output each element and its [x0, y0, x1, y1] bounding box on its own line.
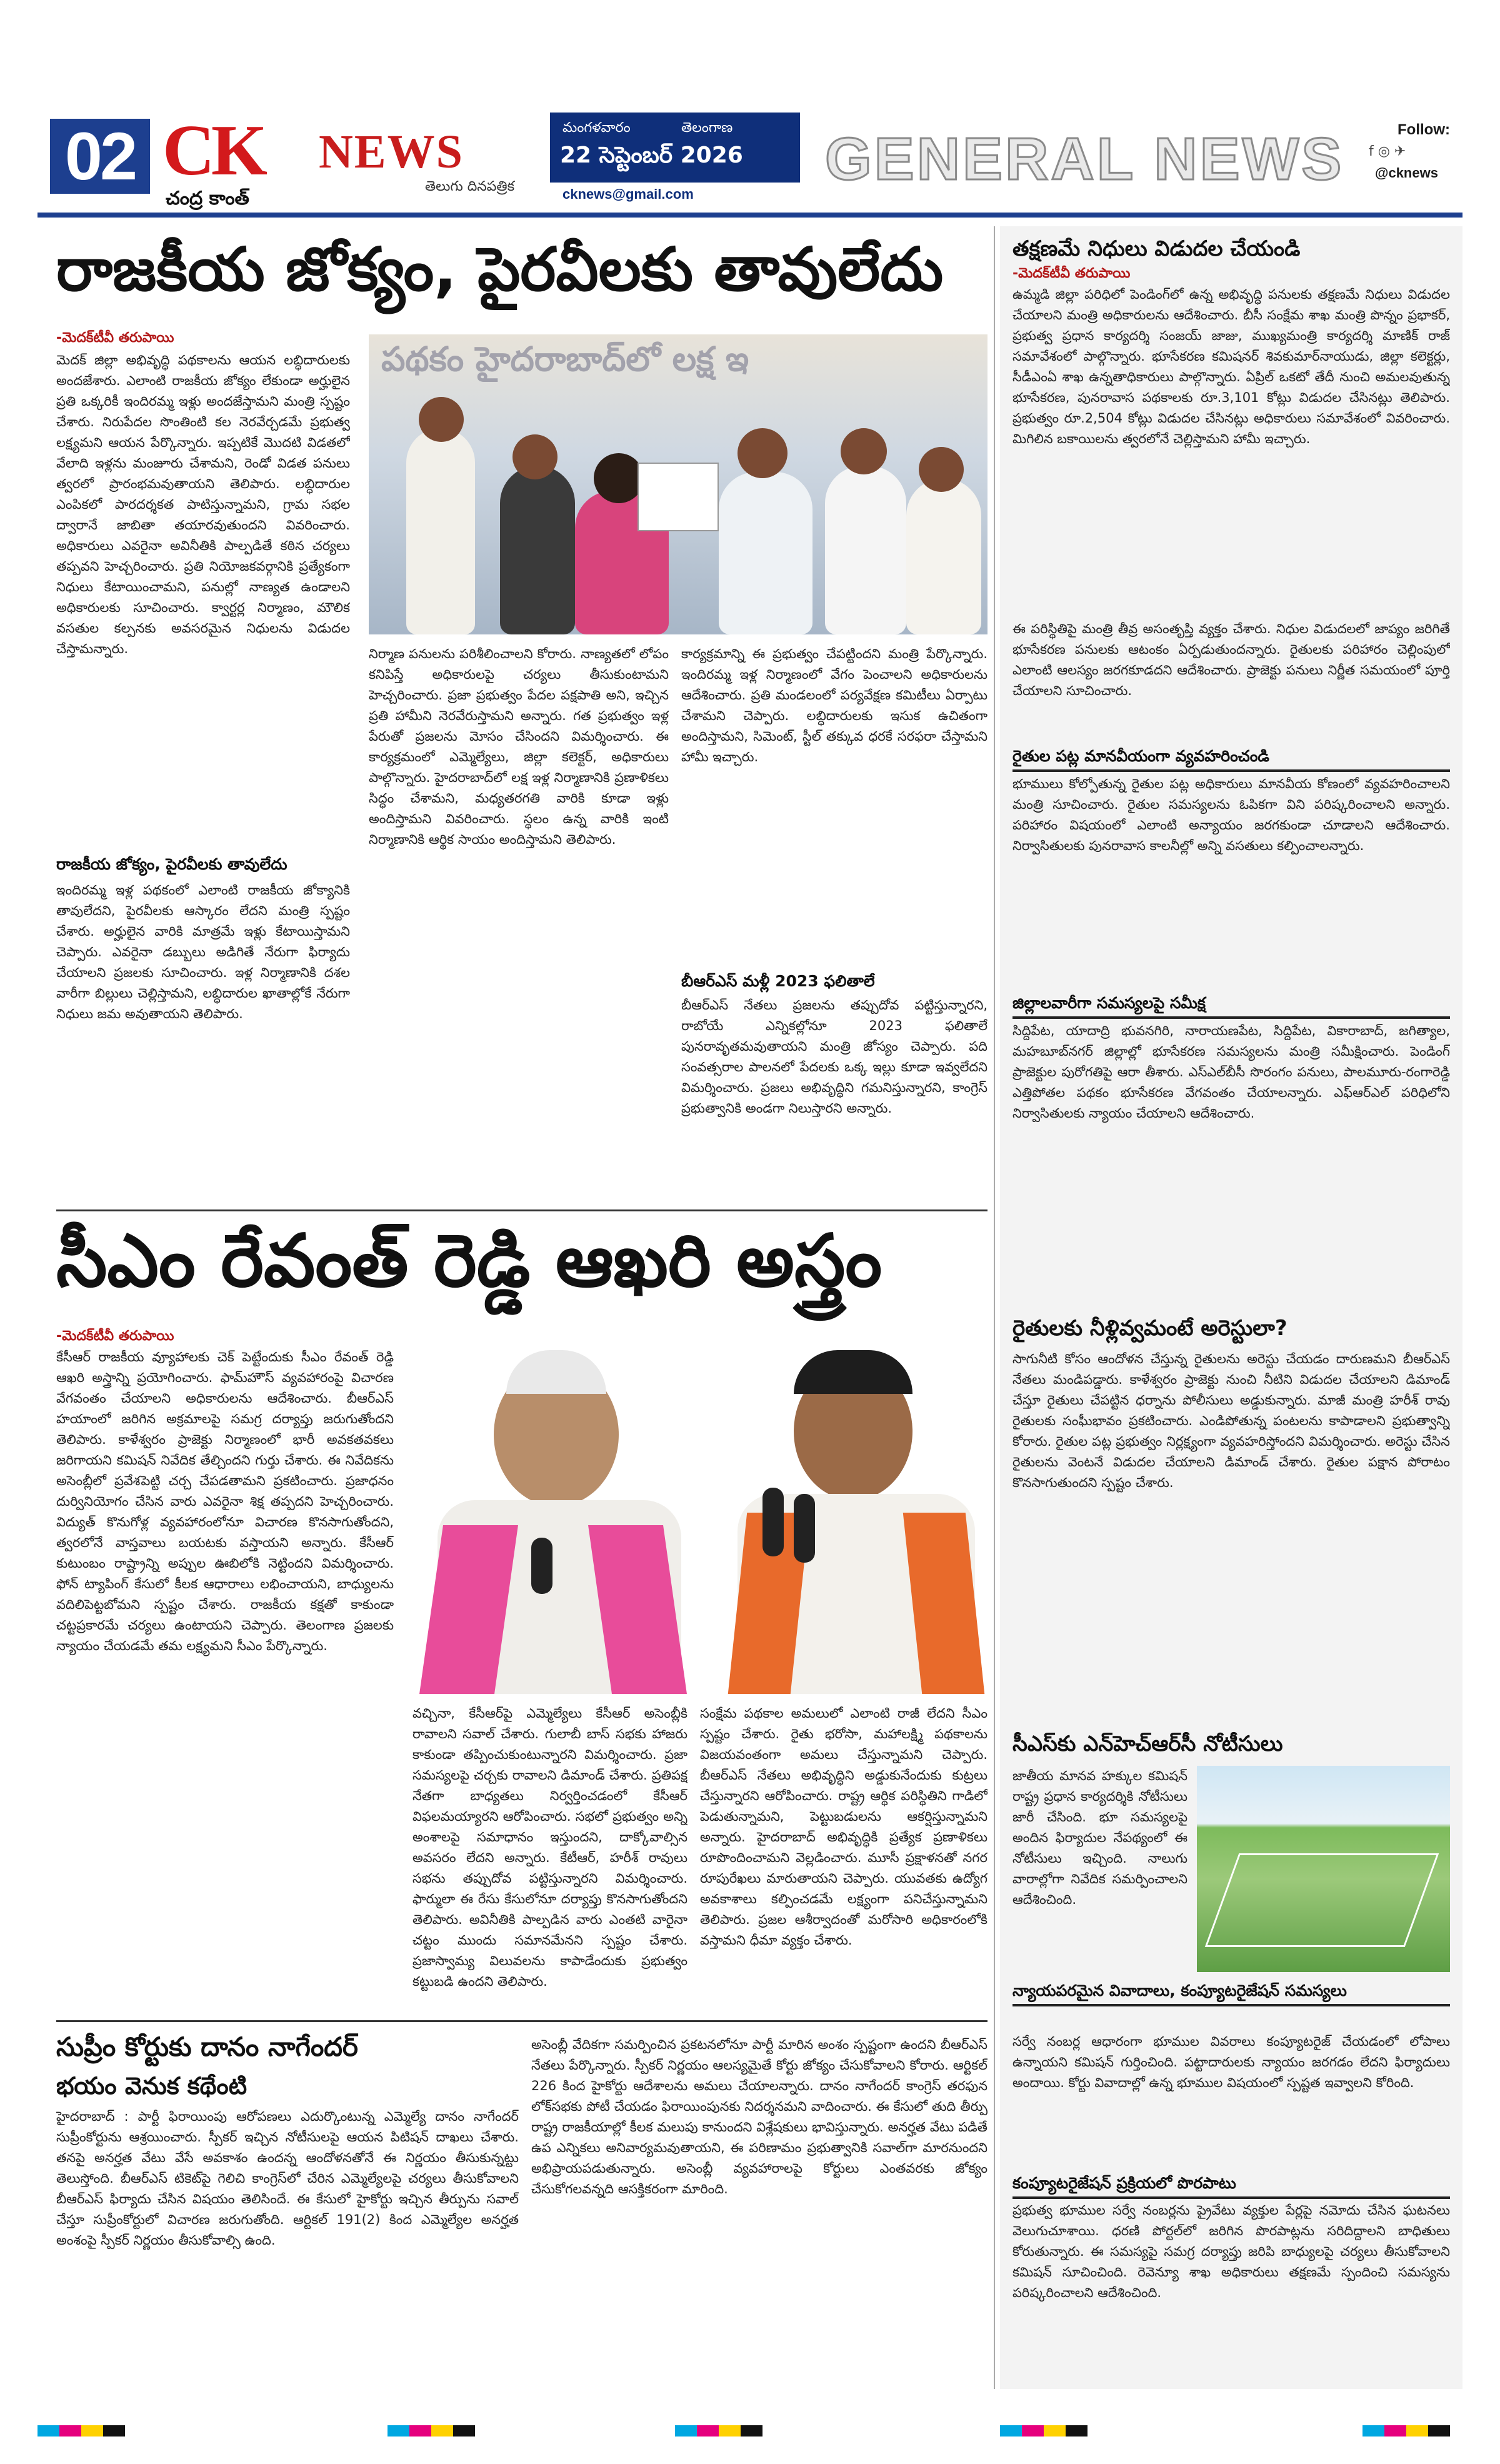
- registration-mark: [388, 2425, 475, 2436]
- social-handle[interactable]: @cknews: [1375, 165, 1438, 181]
- email-link[interactable]: cknews@gmail.com: [550, 183, 800, 206]
- plot-outline: [1205, 1853, 1439, 1947]
- microphone-icon: [762, 1488, 784, 1556]
- location: తెలంగాణ: [681, 120, 733, 136]
- story1-col3b: బీఆర్‌ఎస్ నేతలు ప్రజలను తప్పుదోవ పట్టిస్తున్నారని, రాబోయే ఎన్నికల్లోనూ 2023 ఫలితాలే పునరావృతమవుతాయని మంత్రి జోస్యం చెప్పారు. పది సంవత్సరాల పాలనలో పేదలకు ఒక్క ఇల్లు కూడా ఇవ్వలేదని విమర్శించారు. ప్రజలు అభివృద్ధిని గమనిస్తున్నారని, కాంగ్రెస్ ప్రభుత్వానికి అండగా నిలుస్తారని అన్నారు.: [681, 998, 988, 1116]
- right-story1-body: ఉమ్మడి జిల్లా పరిధిలో పెండింగ్‌లో ఉన్న అభివృద్ధి పనులకు తక్షణమే నిధులు విడుదల చేయాలని మంత్రి అధికారులను ఆదేశించారు. బీసీ సంక్షేమ శాఖ మంత్రి పొన్నం ప్రభాకర్, ప్రభుత్వ ప్రధాన కార్యదర్శి సంజయ్ జాజు, ముఖ్యమంత్రి కార్యదర్శి మాణిక్ రాజ్ సమావేశంలో పాల్గొన్నారు. భూసేకరణ కమిషనర్ శివకుమార్‌నాయుడు, జిల్లా కలెక్టర్లు, సీడీఎంఏ శాఖ ఉన్నతాధికారులు పాల్గొన్నారు. ఏప్రిల్ ఒకటో తేదీ నుంచి అమలవుతున్న భూసేకరణ, పునరావాస పథకాలకు రూ.3,101 కోట్లు విడుదల చేసినట్లు తెలిపారు. ప్రభుత్వం రూ.2,504 కోట్లు విడుదల చేసినట్లు అధికారులు సమావేశంలో వివరించారు. మిగిలిన బకాయిలను త్వరలోనే చెల్లిస్తామని హామీ ఇచ్చారు.: [1012, 287, 1450, 446]
- follow-label: Follow:: [1398, 121, 1450, 138]
- story-divider: [56, 1209, 988, 1211]
- right-story1-body2: ఈ పరిస్థితిపై మంత్రి తీవ్ర అసంతృప్తి వ్యక్తం చేశారు. నిధుల విడుదలలో జాప్యం జరిగితే భూసేకరణ పనులకు ఆటంకం ఏర్పడుతుందన్నారు. రైతులకు పరిహారం చెల్లింపులో ఎలాంటి ఆలస్యం జరగకూడదని ఆదేశించారు. ప్రాజెక్టు పనులు నిర్ణీత సమయంలో పూర్తి చేయాలని సూచించారు.: [1012, 621, 1450, 698]
- story1-col1b: ఇందిరమ్మ ఇళ్ల పథకంలో ఎలాంటి రాజకీయ జోక్యానికి తావులేదని, పైరవీలకు ఆస్కారం లేదని మంత్రి స్పష్టం చేశారు. అర్హులైన వారికి మాత్రమే ఇళ్లు కేటాయిస్తామని చెప్పారు. ఎవరైనా డబ్బులు అడిగితే నేరుగా ఫిర్యాదు చేయాలని ప్రజలకు సూచించారు. ఇళ్ల నిర్మాణానికి దశల వారీగా బిల్లులు చెల్లిస్తామని, లబ్ధిదారుల ఖాతాల్లోకే నేరుగా నిధులు జమ అవుతాయని తెలిపారు.: [56, 883, 350, 1021]
- story1-subhead2: బీఆర్‌ఎస్ మళ్లీ 2023 ఫలితాలే: [681, 972, 875, 990]
- story2-col3: సంక్షేమ పథకాల అమలులో ఎలాంటి రాజీ లేదని సీఎం స్పష్టం చేశారు. రైతు భరోసా, మహాలక్ష్మి పథకాలను విజయవంతంగా అమలు చేస్తున్నామని చెప్పారు. బీఆర్‌ఎస్ నేతలు అభివృద్ధిని అడ్డుకునేందుకు కుట్రలు చేస్తున్నారని ఆరోపించారు. రాష్ట్ర ఆర్థిక పరిస్థితిని గాడిలో పెడుతున్నామని, పెట్టుబడులను ఆకర్షిస్తున్నామని అన్నారు. హైదరాబాద్ అభివృద్ధికి ప్రత్యేక ప్రణాళికలు రూపొందించామని వెల్లడించారు. మూసీ ప్రక్షాళనతో నగర రూపురేఖలు మారుతాయని చెప్పారు. యువతకు ఉద్యోగ అవకాశాలు కల్పించడమే లక్ష్యంగా పనిచేస్తున్నామని తెలిపారు. ప్రజల ఆశీర్వాదంతో మరోసారి అధికారంలోకి వస్తామని ధీమా వ్యక్తం చేశారు.: [700, 1706, 988, 1948]
- story1-photo: [369, 334, 988, 634]
- tagline: తెలుగు దినపత్రిక: [425, 179, 515, 194]
- right-subhead3: న్యాయపరమైన వివాదాలు, కంప్యూటరైజేషన్ సమస్యలు: [1012, 1981, 1450, 2006]
- story3-col1: హైదరాబాద్ : పార్టీ ఫిరాయింపు ఆరోపణలు ఎదుర్కొంటున్న ఎమ్మెల్యే దానం నాగేందర్ సుప్రీంకోర్టును ఆశ్రయించారు. స్పీకర్ ఇచ్చిన నోటీసులపై ఆయన పిటిషన్ దాఖలు చేశారు. తనపై అనర్హత వేటు వేసే అవకాశం ఉందన్న ఆందోళనతోనే ఈ నిర్ణయం తీసుకున్నట్టు తెలుస్తోంది. బీఆర్‌ఎస్ టికెట్‌పై గెలిచి కాంగ్రెస్‌లో చేరిన ఎమ్మెల్యేలపై చర్యలు తీసుకోవాలని బీఆర్‌ఎస్ ఫిర్యాదు చేసిన విషయం తెలిసిందే. ఈ కేసులో హైకోర్టు ఇచ్చిన తీర్పును సవాల్ చేస్తూ సుప్రీంకోర్టులో విచారణ జరుగుతోంది. ఆర్టికల్ 191(2) కింద ఎమ్మెల్యేల అనర్హత అంశంపై స్పీకర్ నిర్ణయం తీసుకోవాల్సి ఉంది.: [56, 2109, 519, 2248]
- right-sub4-body: ప్రభుత్వ భూముల సర్వే నంబర్లను ప్రైవేటు వ్యక్తుల పేర్లపై నమోదు చేసిన ఘటనలు వెలుగుచూశాయి. ధరణి పోర్టల్‌లో జరిగిన పొరపాట్లను సరిదిద్దాలని బాధితులు కోరుతున్నారు. ఈ సమస్యపై సమగ్ర దర్యాప్తు జరిపి బాధ్యులపై చర్యలు తీసుకోవాలని కమిషన్ సూచించింది. రెవెన్యూ శాఖ అధికారులు తక్షణమే స్పందించి సమస్యను పరిష్కరించాలని ఆదేశించింది.: [1012, 2203, 1450, 2300]
- story2-byline: -మెదక్‌టీవీ తరుపాయి: [56, 1328, 174, 1344]
- right-story3-body: జాతీయ మానవ హక్కుల కమిషన్ రాష్ట్ర ప్రధాన కార్యదర్శికి నోటీసులు జారీ చేసింది. భూ సమస్యలపై అందిన ఫిర్యాదుల నేపథ్యంలో ఈ నోటీసులు ఇచ్చింది. నాలుగు వారాల్లోగా నివేదిక సమర్పించాలని ఆదేశించింది.: [1012, 1768, 1188, 1907]
- person-head: [594, 453, 644, 503]
- certificate: [638, 463, 719, 531]
- right-story3-headline: సీఎస్‌కు ఎన్‌హెచ్‌ఆర్‌సీ నోటీసులు: [1012, 1731, 1283, 1756]
- right-story2-body: సాగునీటి కోసం ఆందోళన చేస్తున్న రైతులను అరెస్టు చేయడం దారుణమని బీఆర్‌ఎస్ నేతలు మండిపడ్డారు. కాళేశ్వరం ప్రాజెక్టు నుంచి నీటిని విడుదల చేయాలని డిమాండ్ చేస్తూ రైతులు చేపట్టిన ధర్నాను పోలీసులు అడ్డుకున్నారు. మాజీ మంత్రి హరీశ్ రావు రైతులకు సంఘీభావం ప్రకటించారు. ఎండిపోతున్న పంటలను కాపాడాలని ప్రభుత్వాన్ని కోరారు. రైతుల పట్ల ప్రభుత్వం నిర్లక్ష్యంగా వ్యవహరిస్తోందని విమర్శించారు. అరెస్టు చేసిన రైతులను వెంటనే విడుదల చేయాలని డిమాండ్ చేశారు. రైతుల పక్షాన పోరాటం కొనసాగుతుందని స్పష్టం చేశారు.: [1012, 1351, 1450, 1490]
- story2-photo: [412, 1338, 988, 1694]
- registration-mark: [675, 2425, 762, 2436]
- logo-subtitle: చంద్ర కాంత్: [166, 188, 249, 209]
- registration-mark: [1000, 2425, 1088, 2436]
- right-subhead4: కంప్యూటరైజేషన్ ప్రక్రియలో పొరపాటు: [1012, 2174, 1450, 2199]
- person-head: [738, 428, 788, 478]
- logo-news: NEWS: [319, 126, 464, 178]
- right-sub3-body: సర్వే నంబర్ల ఆధారంగా భూముల వివరాలు కంప్యూటరైజ్ చేయడంలో లోపాలు ఉన్నాయని కమిషన్ గుర్తించింది. పట్టాదారులకు న్యాయం జరగడం లేదని ఫిర్యాదులు అందాయి. కోర్టు వివాదాల్లో ఉన్న భూముల విషయంలో స్పష్టత ఇవ్వాలని కోరింది.: [1012, 2034, 1450, 2090]
- person: [406, 428, 475, 634]
- weekday: మంగళవారం: [562, 120, 631, 136]
- story1-headline: రాజకీయ జోక్యం, పైరవీలకు తావులేదు: [56, 234, 944, 304]
- issue-date: 22 సెప్టెంబర్ 2026: [560, 143, 743, 168]
- story-divider: [56, 2020, 988, 2022]
- right-subhead1: రైతుల పట్ల మానవీయంగా వ్యవహరించండి: [1012, 747, 1450, 772]
- story3-headline: సుప్రీం కోర్టుకు దానం నాగేందర్: [56, 2031, 358, 2062]
- masthead-rule: [38, 213, 1462, 218]
- column-rule: [994, 226, 995, 2389]
- story3-col2: అసెంబ్లీ వేదికగా సమర్పించిన ప్రకటనలోనూ పార్టీ మారిన అంశం స్పష్టంగా ఉందని బీఆర్‌ఎస్ నేతలు పేర్కొన్నారు. స్పీకర్ నిర్ణయం ఆలస్యమైతే కోర్టు జోక్యం చేసుకోవాలని కోరారు. ఆర్టికల్ 226 కింద హైకోర్టు ఆదేశాలను అమలు చేయాలన్నారు. దానం నాగేందర్ కాంగ్రెస్ తరఫున లోక్‌సభకు పోటీ చేయడం ఫిరాయింపునకు నిదర్శనమని వాదించారు. ఈ కేసులో తుది తీర్పు రాష్ట్ర రాజకీయాల్లో కీలక మలుపు కానుందని విశ్లేషకులు భావిస్తున్నారు. అనర్హత వేటు పడితే ఉప ఎన్నికలు అనివార్యమవుతాయని, ఈ పరిణామం ప్రభుత్వానికి సవాల్‌గా మారనుందని అభిప్రాయపడుతున్నారు. అసెంబ్లీ వ్యవహారాలపై కోర్టులు ఎంతవరకు జోక్యం చేసుకోగలవన్నది ఆసక్తికరంగా మారింది.: [531, 2037, 988, 2196]
- story2-col1: కేసీఆర్ రాజకీయ వ్యూహాలకు చెక్ పెట్టేందుకు సీఎం రేవంత్ రెడ్డి ఆఖరి అస్త్రాన్ని ప్రయోగించారు. ఫామ్‌హౌస్ వ్యవహారంపై విచారణ వేగవంతం చేయాలని అధికారులను ఆదేశించారు. బీఆర్‌ఎస్ హయాంలో జరిగిన అక్రమాలపై సమగ్ర దర్యాప్తు జరుగుతోందని తెలిపారు. కాళేశ్వరం ప్రాజెక్టు నిర్మాణంలో భారీ అవకతవకలు జరిగాయని కమిషన్ నివేదిక తేల్చిందని గుర్తు చేశారు. ఈ నివేదికను అసెంబ్లీలో ప్రవేశపెట్టి చర్చ చేపడతామని ప్రకటించారు. ప్రజాధనం దుర్వినియోగం చేసిన వారు ఎవరైనా శిక్ష తప్పదని హెచ్చరించారు. విద్యుత్ కొనుగోళ్ల వ్యవహారంలోనూ విచారణ కొనసాగుతోందని, త్వరలోనే వాస్తవాలు బయటకు వస్తాయని అన్నారు. కేసీఆర్ కుటుంబం రాష్ట్రాన్ని అప్పుల ఊబిలోకి నెట్టిందని విమర్శించారు. ఫోన్ ట్యాపింగ్ కేసులో కీలక ఆధారాలు లభించాయని, బాధ్యులను వదిలిపెట్టబోమని స్పష్టం చేశారు. రాజకీయ కక్షతో కాకుండా చట్టప్రకారమే చర్యలు ఉంటాయని చెప్పారు. తెలంగాణ ప్రజలకు న్యాయం చేయడమే తమ లక్ష్యమని సీఎం పేర్కొన్నారు.: [56, 1350, 394, 1653]
- page-number: 02: [50, 119, 150, 194]
- person: [719, 472, 812, 634]
- story2-headline: సీఎం రేవంత్ రెడ్డి ఆఖరి అస్త్రం: [56, 1219, 882, 1303]
- person: [500, 466, 575, 634]
- story3-subhead: భయం వెనుక కథేంటి: [56, 2072, 248, 2100]
- microphone-icon: [794, 1494, 815, 1563]
- right-sub2-body: సిద్దిపేట, యాదాద్రి భువనగిరి, నారాయణపేట, సిద్దిపేట, వికారాబాద్, జగిత్యాల, మహబూబ్‌నగర్ జిల్లాల్లో భూసేకరణ సమస్యలను మంత్రి సమీక్షించారు. పెండింగ్ ప్రాజెక్టుల పురోగతిపై ఆరా తీశారు. ఎస్‌ఎల్‌బీసీ సొరంగం పనులు, పాలమూరు-రంగారెడ్డి ఎత్తిపోతల పథకం భూసేకరణ వేగవంతం చేయాలన్నారు. ఎఫ్‌ఆర్‌ఎల్ పరిధిలోని నిర్వాసితులకు న్యాయం చేయాలని ఆదేశించారు.: [1012, 1023, 1450, 1121]
- story1-col2: నిర్మాణ పనులను పరిశీలించాలని కోరారు. నాణ్యతలో లోపం కనిపిస్తే అధికారులపై చర్యలు తీసుకుంటామని హెచ్చరించారు. ప్రజా ప్రభుత్వం పేదల పక్షపాతి అని, ఇచ్చిన ప్రతి హామీని నెరవేరుస్తామని అన్నారు. గత ప్రభుత్వం ఇళ్ల పేరుతో ప్రజలను మోసం చేసిందని విమర్శించారు. ఈ కార్యక్రమంలో ఎమ్మెల్యేలు, జిల్లా కలెక్టర్, అధికారులు పాల్గొన్నారు. హైదరాబాద్‌లో లక్ష ఇళ్ల నిర్మాణానికి ప్రణాళికలు సిద్ధం చేశామని, మధ్యతరగతి వారికి కూడా ఇళ్లు అందిస్తామని వివరించారు. స్థలం ఉన్న వారికి ఇంటి నిర్మాణానికి ఆర్థిక సాయం అందిస్తామని తెలిపారు.: [369, 646, 669, 847]
- person-head: [419, 397, 464, 442]
- date-box: [550, 113, 800, 206]
- story1-subhead1: రాజకీయ జోక్యం, పైరవీలకు తావులేదు: [56, 855, 288, 873]
- person: [906, 478, 981, 634]
- social-icons[interactable]: f ◎ ✈: [1369, 144, 1406, 159]
- logo-ck: CK: [162, 111, 264, 191]
- photo-banner-text: పథకం హైదరాబాద్‌లో లక్ష ఇ: [381, 339, 749, 379]
- right-story2-headline: రైతులకు నీళ్లివ్వమంటే అరెస్టులా?: [1012, 1316, 1288, 1341]
- section-title: GENERAL NEWS: [825, 126, 1344, 193]
- land-aerial-photo: [1197, 1766, 1450, 1972]
- microphone-icon: [531, 1538, 552, 1594]
- right-story1-byline: -మెదక్‌టీవీ తరుపాయి: [1012, 266, 1131, 281]
- story1-byline: -మెదక్‌టీవీ తరుపాయి: [56, 330, 174, 346]
- story1-col1: మెదక్ జిల్లా అభివృద్ధి పథకాలను ఆయన లబ్ధిదారులకు అందజేశారు. ఎలాంటి రాజకీయ జోక్యం లేకుండా అర్హులైన ప్రతి ఒక్కరికీ ఇందిరమ్మ ఇళ్లు అందజేస్తామని మంత్రి స్పష్టం చేశారు. నిరుపేదల సొంతింటి కల నెరవేర్చడమే ప్రభుత్వ లక్ష్యమని ఆయన పేర్కొన్నారు. ఇప్పటికే మొదటి విడతలో వేలాది ఇళ్లను మంజూరు చేశామని, రెండో విడత పనులు త్వరలో ప్రారంభమవుతాయని తెలిపారు. లబ్ధిదారుల ఎంపికలో పారదర్శకత పాటిస్తున్నామని, గ్రామ సభల ద్వారానే జాబితా తయారవుతుందని వివరించారు. అధికారులు ఎవరైనా అవినీతికి పాల్పడితే కఠిన చర్యలు తప్పవని హెచ్చరించారు. ప్రతి నియోజకవర్గానికి ప్రత్యేకంగా నిధులు కేటాయించామని, పనుల్లో నాణ్యత ఉండాలని అధికారులకు సూచించారు. క్వార్టర్ల నిర్మాణం, మౌలిక వసతుల కల్పనకు అవసరమైన నిధులను విడుదల చేస్తామన్నారు.: [56, 353, 350, 656]
- right-story1-headline: తక్షణమే నిధులు విడుదల చేయండి: [1012, 236, 1301, 261]
- person-head: [841, 428, 887, 474]
- masthead: [38, 113, 1462, 213]
- right-sub1-body: భూములు కోల్పోతున్న రైతుల పట్ల అధికారులు మానవీయ కోణంలో వ్యవహరించాలని మంత్రి సూచించారు. రైతుల సమస్యలను ఓపికగా విని పరిష్కరించాలని అన్నారు. పరిహారం విషయంలో ఎలాంటి అన్యాయం జరగకుండా చూడాలని ఆదేశించారు. నిర్వాసితులకు పునరావాస కాలనీల్లో అన్ని వసతులు కల్పించాలన్నారు.: [1012, 776, 1450, 853]
- person-head: [919, 447, 964, 492]
- registration-mark: [38, 2425, 125, 2436]
- right-subhead2: జిల్లాలవారీగా సమస్యలపై సమీక్ష: [1012, 994, 1450, 1019]
- registration-mark: [1362, 2425, 1450, 2436]
- person-head: [512, 434, 558, 479]
- story2-col2: వచ్చినా, కేసీఆర్‌పై ఎమ్మెల్యేలు కేసీఆర్ అసెంబ్లీకి రావాలని సవాల్ చేశారు. గులాబీ బాస్ సభకు హాజరు కాకుండా తప్పించుకుంటున్నారని విమర్శించారు. ప్రజా సమస్యలపై చర్చకు రావాలని డిమాండ్ చేశారు. ప్రతిపక్ష నేతగా బాధ్యతలు నిర్వర్తించడంలో కేసీఆర్ విఫలమయ్యారని ఆరోపించారు. సభలో ప్రభుత్వం అన్ని అంశాలపై సమాధానం ఇస్తుందని, దాక్కోవాల్సిన అవసరం లేదని అన్నారు. కేటీఆర్, హరీశ్ రావులు సభను తప్పుదోవ పట్టిస్తున్నారని విమర్శించారు. ఫార్ములా ఈ రేసు కేసులోనూ దర్యాప్తు కొనసాగుతోందని తెలిపారు. అవినీతికి పాల్పడిన వారు ఎంతటి వారైనా చట్టం ముందు సమానమేనని స్పష్టం చేశారు. ప్రజాస్వామ్య విలువలను కాపాడేందుకు ప్రభుత్వం కట్టుబడి ఉందని తెలిపారు.: [412, 1706, 688, 1989]
- story1-col3: కార్యక్రమాన్ని ఈ ప్రభుత్వం చేపట్టిందని మంత్రి పేర్కొన్నారు. ఇందిరమ్మ ఇళ్ల నిర్మాణంలో వేగం పెంచాలని అధికారులను ఆదేశించారు. ప్రతి మండలంలో పర్యవేక్షణ కమిటీలు ఏర్పాటు చేశామని చెప్పారు. లబ్ధిదారులకు ఇసుక ఉచితంగా అందిస్తామని, సిమెంట్, స్టీల్ తక్కువ ధరకే సరఫరా చేస్తామని హామీ ఇచ్చారు.: [681, 646, 988, 764]
- person: [825, 466, 906, 634]
